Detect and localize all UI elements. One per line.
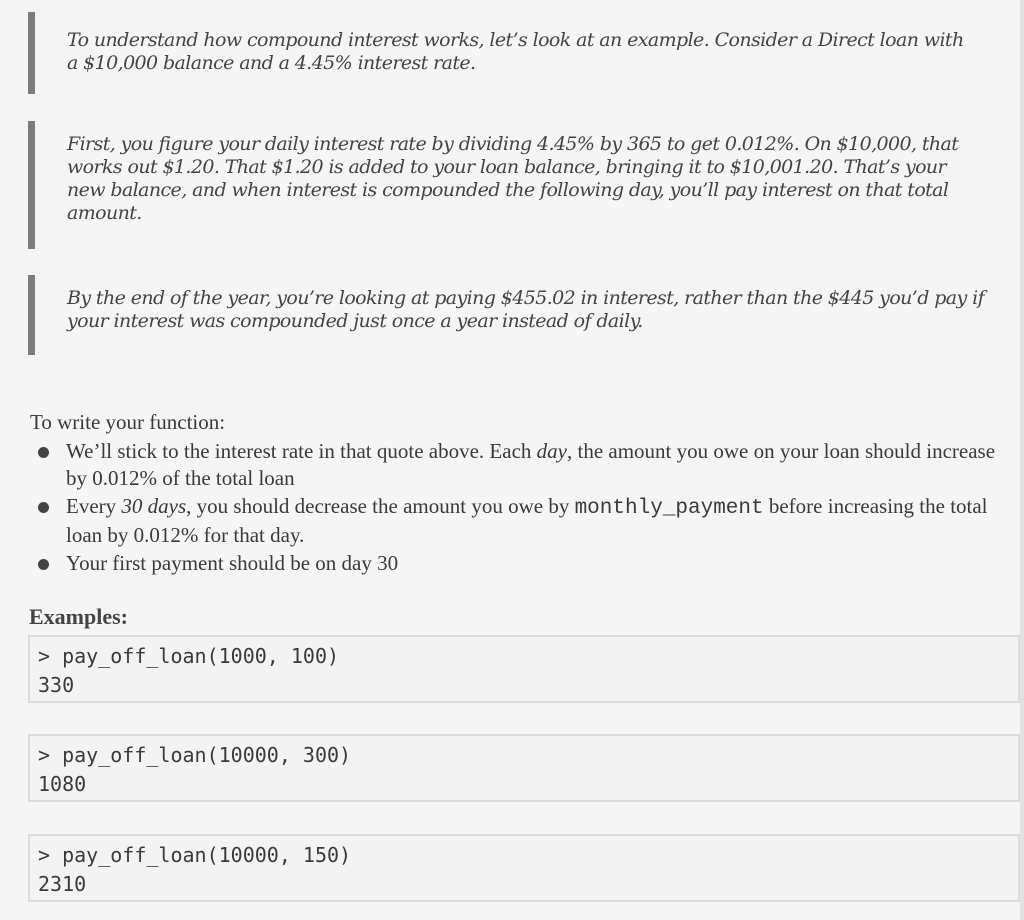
blockquote: First, you figure your daily interest rate by dividing 4.45% by 365 to get 0.012%. On $10,000, that works out $1.20. That $1.20 is added to your loan balance, bringing it to $10,001.20. That’s your new balance, and when interest is compounded the following day, you’ll pay interest on that total amount.: [28, 121, 998, 249]
list-item-text: We’ll stick to the interest rate in that quote above. Each: [66, 439, 537, 463]
bullet-icon: [38, 559, 49, 570]
blockquote: By the end of the year, you’re looking at paying $455.02 in interest, rather than the $445 you’d pay if your interest was compounded just once a year instead of daily.: [28, 275, 998, 355]
page-edge: [1020, 0, 1024, 920]
instructions-intro: To write your function:: [30, 410, 226, 434]
code-call: > pay_off_loan(1000, 100): [38, 644, 340, 668]
code-example: [28, 834, 1020, 902]
list-item-text: Every: [66, 494, 122, 518]
code-result: 2310: [38, 872, 87, 896]
list-item-text: , the amount you owe on your loan should increase by 0.012% of the total loan: [66, 439, 996, 490]
examples-heading: Examples:: [29, 604, 128, 629]
blockquote: To understand how compound interest works, let’s look at an example. Consider a Direct loan with a $10,000 balance and a 4.45% interest rate.: [28, 12, 998, 94]
code-example: [28, 734, 1020, 802]
code-example: [28, 635, 1020, 703]
code-call: > pay_off_loan(10000, 150): [38, 843, 352, 867]
list-item: [30, 550, 1020, 577]
bullet-icon: [38, 447, 49, 458]
emphasis-text: day: [536, 439, 567, 463]
code-call: > pay_off_loan(10000, 300): [38, 743, 352, 767]
list-item-text: Your first payment should be on day 30: [66, 551, 399, 575]
code-result: 330: [38, 673, 75, 697]
code-result: 1080: [38, 772, 87, 796]
list-item-text: , you should decrease the amount you owe by: [186, 494, 575, 518]
list-item: [30, 438, 1020, 492]
list-item-text: before increasing the total loan by 0.012% for that day.: [66, 494, 988, 547]
list-item: [30, 493, 1020, 549]
inline-code: monthly_payment: [574, 497, 764, 520]
instructions-list: [30, 438, 1020, 578]
bullet-icon: [38, 502, 49, 513]
emphasis-text: 30 days: [121, 494, 187, 518]
